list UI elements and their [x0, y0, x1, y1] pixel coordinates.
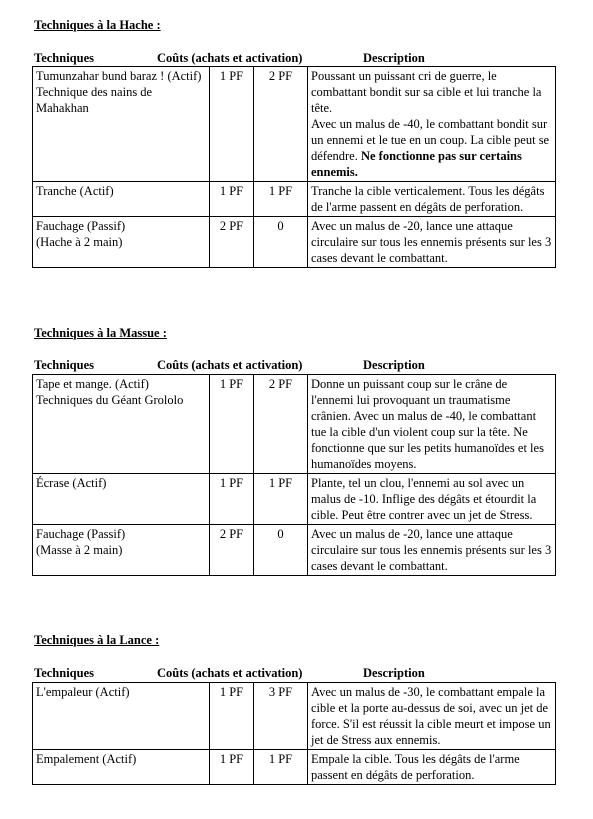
buy-cost: 1 PF	[210, 67, 254, 182]
header-costs: Coûts (achats et activation)	[157, 666, 303, 680]
activation-cost: 1 PF	[254, 474, 308, 525]
section-title-massue: Techniques à la Massue :	[34, 326, 167, 340]
technique-name: L'empaleur (Actif)	[33, 683, 210, 750]
technique-name: Empalement (Actif)	[33, 750, 210, 785]
activation-cost: 3 PF	[254, 683, 308, 750]
activation-cost: 2 PF	[254, 375, 308, 474]
technique-name: Fauchage (Passif) (Masse à 2 main)	[33, 525, 210, 576]
header-techniques: Techniques	[34, 666, 94, 680]
technique-description: Tranche la cible verticalement. Tous les dégâts de l'arme passent en dégâts de perforation.	[308, 182, 556, 217]
table-row	[33, 683, 556, 750]
activation-cost: 0	[254, 525, 308, 576]
table-row	[33, 474, 556, 525]
header-description: Description	[363, 666, 425, 680]
table-lance	[32, 682, 556, 785]
technique-description: Avec un malus de -20, lance une attaque circulaire sur tous les ennemis présents sur les 3 cases devant le combattant.	[308, 525, 556, 576]
technique-name: Tranche (Actif)	[33, 182, 210, 217]
table-row	[33, 217, 556, 268]
header-techniques: Techniques	[34, 51, 94, 65]
table-header-massue	[34, 357, 554, 373]
technique-description: Avec un malus de -20, lance une attaque circulaire sur tous les ennemis présents sur les 3 cases devant le combattant.	[308, 217, 556, 268]
technique-description: Plante, tel un clou, l'ennemi au sol avec un malus de -10. Inflige des dégâts et étourdit la cible. Peut être contrer avec un jet de Stress.	[308, 474, 556, 525]
table-row	[33, 67, 556, 182]
buy-cost: 1 PF	[210, 375, 254, 474]
activation-cost: 1 PF	[254, 182, 308, 217]
header-techniques: Techniques	[34, 358, 94, 372]
technique-description: Donne un puissant coup sur le crâne de l'ennemi lui provoquant un traumatisme crânien. Avec un malus de -40, le combattant tue la cible d'un violent coup sur la tête. Ne fonctionne que sur les petits humanoïdes et les humanoïdes moyens.	[308, 375, 556, 474]
table-row	[33, 375, 556, 474]
activation-cost: 1 PF	[254, 750, 308, 785]
technique-description: Poussant un puissant cri de guerre, le combattant bondit sur sa cible et lui tranche la tête. Avec un malus de -40, le combattant bondit sur un ennemi et le tue en un coup. La cible peut se défendre. Ne fonctionne pas sur certains ennemis.	[308, 67, 556, 182]
table-row	[33, 750, 556, 785]
section-title-lance: Techniques à la Lance :	[34, 633, 160, 647]
technique-name: Écrase (Actif)	[33, 474, 210, 525]
table-row	[33, 525, 556, 576]
buy-cost: 1 PF	[210, 683, 254, 750]
activation-cost: 0	[254, 217, 308, 268]
header-description: Description	[363, 51, 425, 65]
buy-cost: 1 PF	[210, 474, 254, 525]
header-costs: Coûts (achats et activation)	[157, 51, 303, 65]
table-header-hache	[34, 50, 554, 66]
activation-cost: 2 PF	[254, 67, 308, 182]
technique-name: Fauchage (Passif) (Hache à 2 main)	[33, 217, 210, 268]
buy-cost: 2 PF	[210, 525, 254, 576]
technique-description: Empale la cible. Tous les dégâts de l'arme passent en dégâts de perforation.	[308, 750, 556, 785]
buy-cost: 2 PF	[210, 217, 254, 268]
header-description: Description	[363, 358, 425, 372]
technique-description: Avec un malus de -30, le combattant empale la cible et la porte au-dessus de soi, avec un jet de force. S'il est réussit la cible meurt et impose un jet de Stress aux ennemis.	[308, 683, 556, 750]
table-massue	[32, 374, 556, 576]
buy-cost: 1 PF	[210, 750, 254, 785]
technique-name: Tumunzahar bund baraz ! (Actif) Technique des nains de Mahakhan	[33, 67, 210, 182]
table-row	[33, 182, 556, 217]
buy-cost: 1 PF	[210, 182, 254, 217]
table-header-lance	[34, 665, 554, 681]
header-costs: Coûts (achats et activation)	[157, 358, 303, 372]
technique-name: Tape et mange. (Actif) Techniques du Géant Grololo	[33, 375, 210, 474]
section-title-hache: Techniques à la Hache :	[34, 18, 161, 32]
table-hache	[32, 66, 556, 268]
